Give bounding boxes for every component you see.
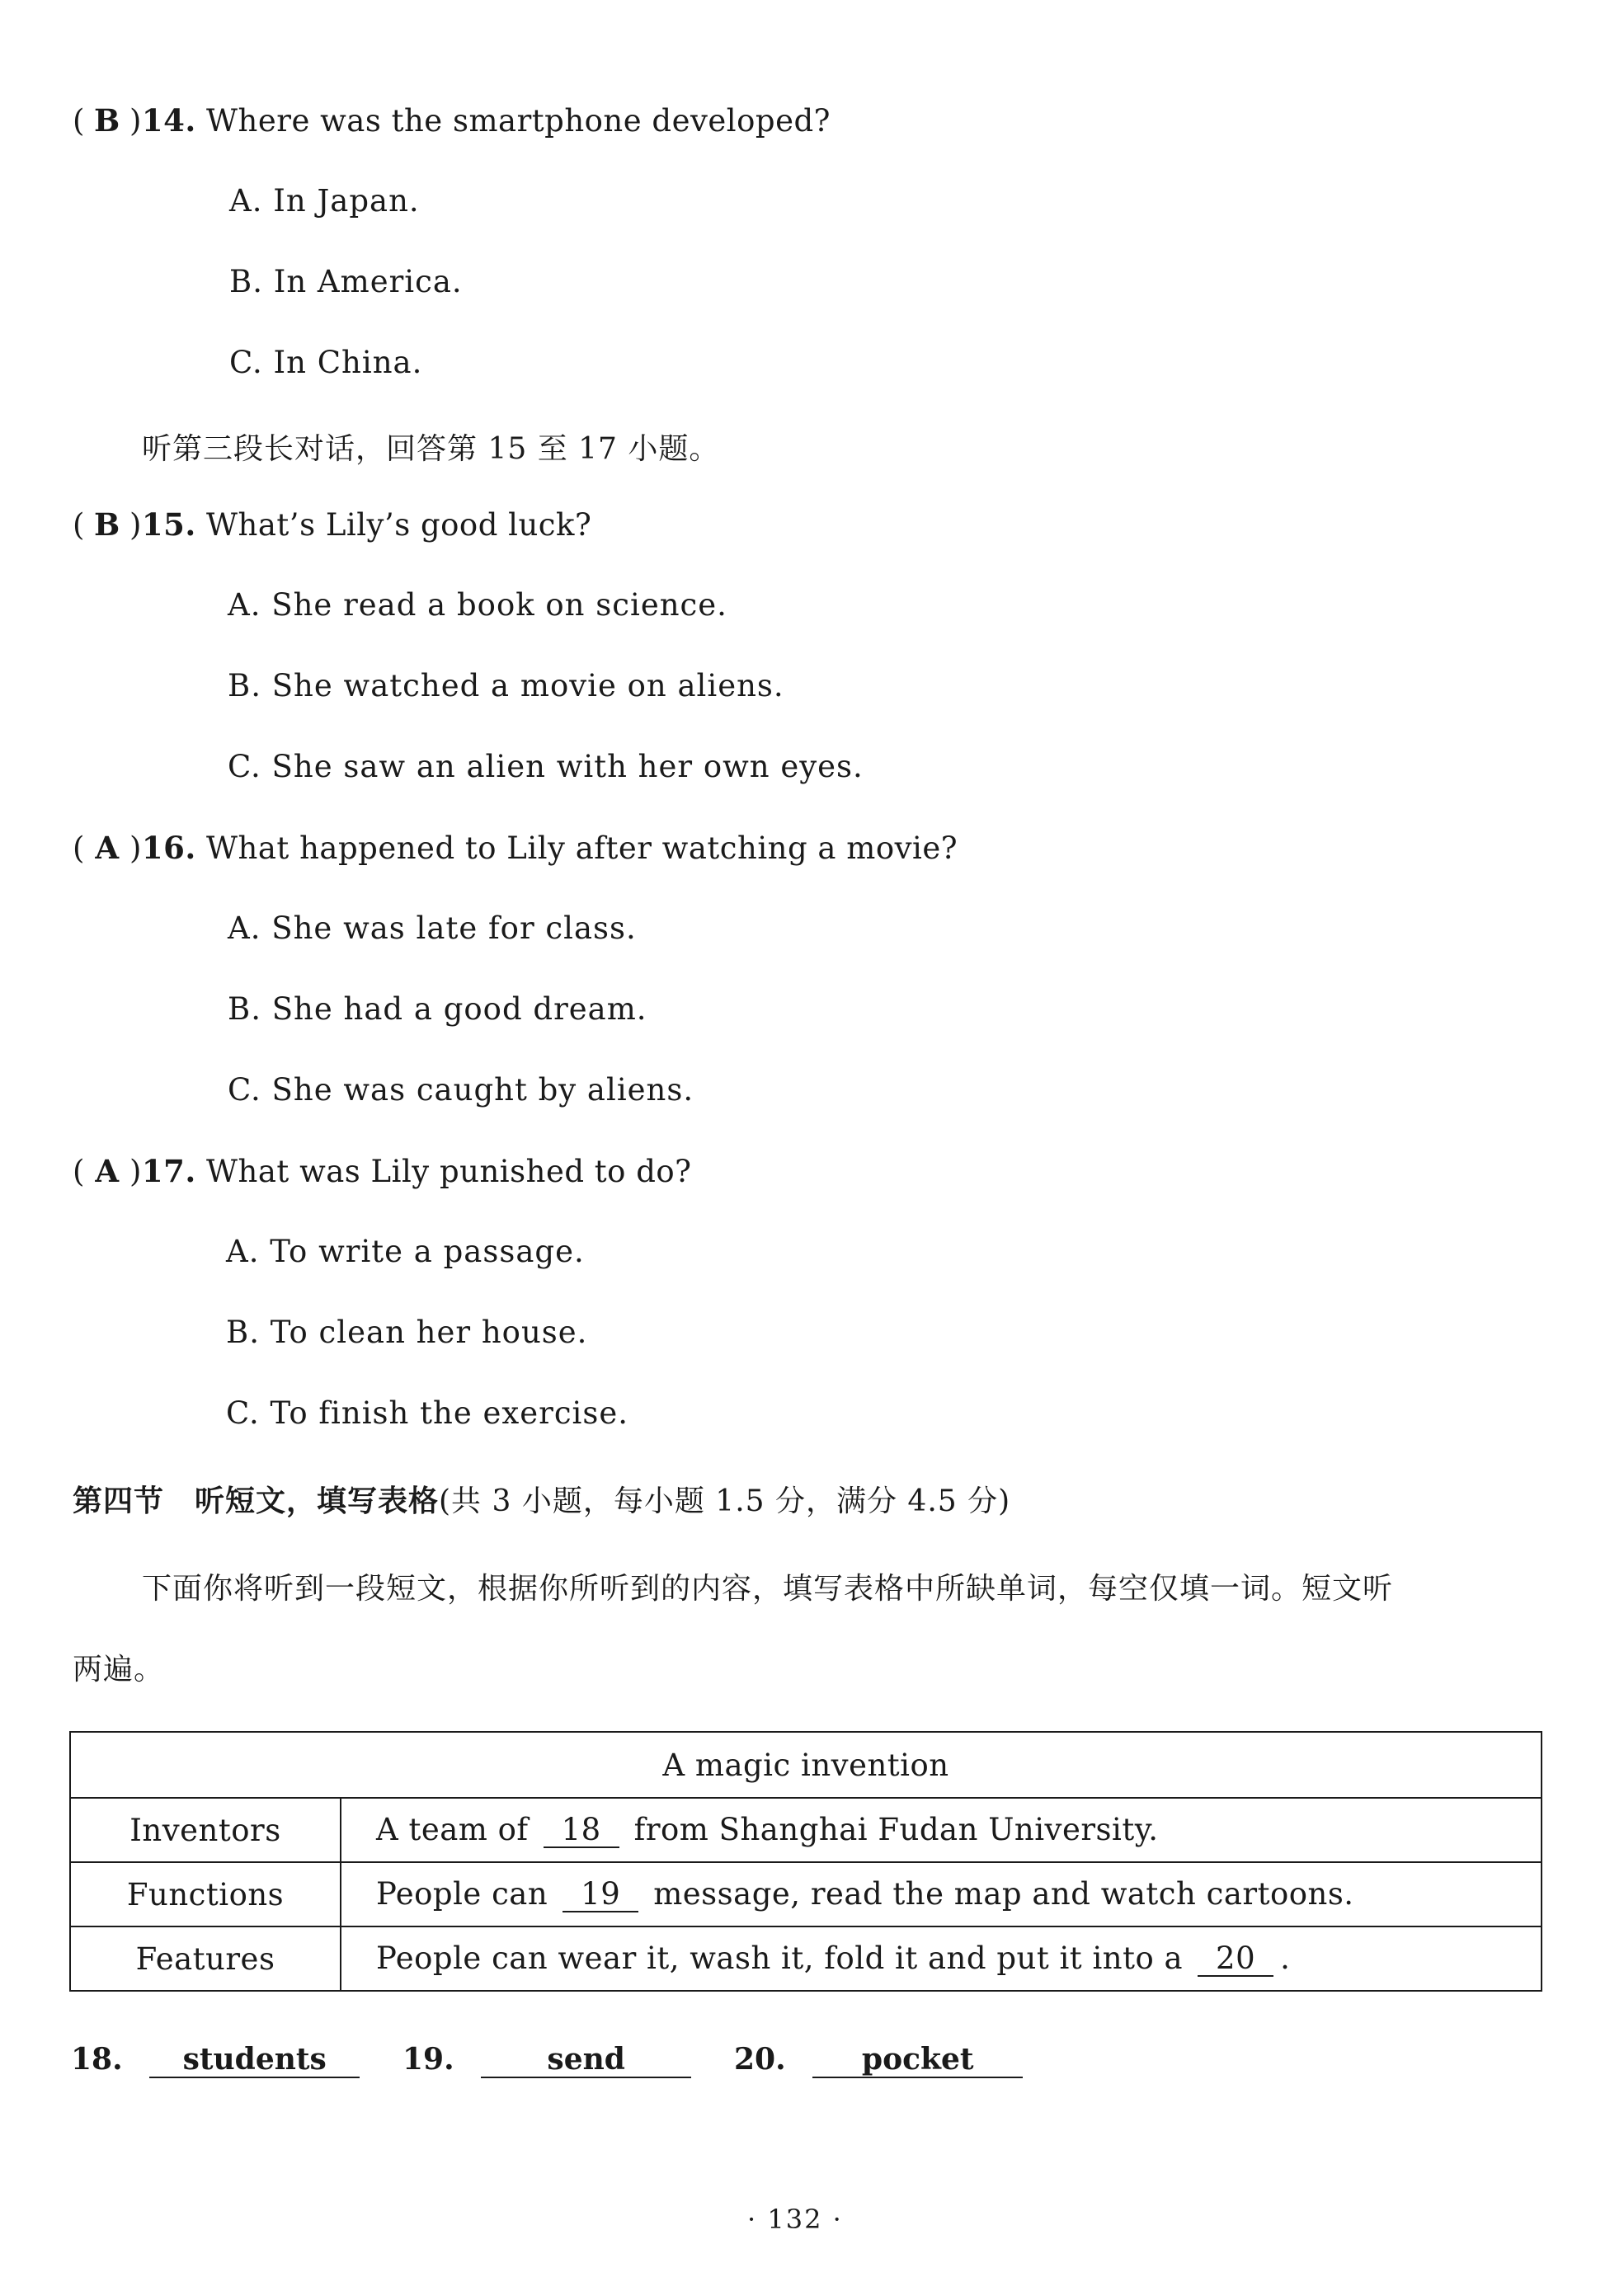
- option-b: B. To clean her house.: [226, 1315, 588, 1350]
- question-text: Where was the smartphone developed?: [206, 103, 831, 139]
- row-value: [341, 1798, 1542, 1862]
- question-text: What happened to Lily after watching a movie?: [206, 830, 958, 866]
- answer-value: send: [481, 2043, 691, 2078]
- answer-number: 18.: [71, 2042, 123, 2077]
- option-a: A. To write a passage.: [226, 1234, 585, 1269]
- option-a: A. She was late for class.: [228, 910, 637, 946]
- option-a: A. In Japan.: [229, 183, 420, 219]
- answer-paren-close: ): [129, 830, 142, 866]
- question-14: [73, 102, 831, 139]
- question-number: 14.: [141, 102, 196, 139]
- option-b: B. She had a good dream.: [228, 991, 647, 1027]
- answer-paren-open: (: [73, 830, 85, 866]
- question-text: What was Lily punished to do?: [206, 1154, 692, 1189]
- option-a: A. She read a book on science.: [228, 587, 727, 623]
- instruction-dialogue-3: 听第三段长对话，回答第 15 至 17 小题。: [142, 432, 720, 466]
- table-row: [70, 1862, 1542, 1926]
- section-4-instruction-line-1: 下面你将听到一段短文，根据你所听到的内容，填写表格中所缺单词，每空仅填一词。短文听: [142, 1572, 1394, 1606]
- section-4-scoring: (共 3 小题，每小题 1.5 分，满分 4.5 分): [439, 1484, 1011, 1518]
- answer-paren-open: (: [73, 507, 85, 543]
- question-16: [73, 830, 958, 866]
- option-b: B. In America.: [229, 264, 463, 299]
- answer-value: students: [149, 2043, 360, 2078]
- section-4-title: 第四节 听短文，填写表格: [73, 1484, 440, 1518]
- section-4-heading: [73, 1478, 1010, 1520]
- table-row: [70, 1798, 1542, 1862]
- row-text-before: A team of: [376, 1811, 529, 1847]
- blank-19: 19: [563, 1878, 638, 1913]
- blank-20: 20: [1198, 1942, 1273, 1978]
- answer-letter: B: [94, 102, 120, 139]
- answer-value: pocket: [812, 2043, 1023, 2078]
- row-text-before: People can wear it, wash it, fold it and put it into a: [376, 1940, 1184, 1976]
- answer-paren-close: ): [129, 507, 142, 543]
- row-text-after: from Shanghai Fudan University.: [633, 1811, 1159, 1847]
- table-row: [70, 1926, 1542, 1991]
- answer-number: 20.: [734, 2042, 786, 2077]
- row-text-before: People can: [376, 1875, 548, 1912]
- answer-number: 19.: [402, 2042, 454, 2077]
- question-number: 16.: [141, 830, 196, 866]
- invention-table: [69, 1731, 1542, 1992]
- option-c: C. She saw an alien with her own eyes.: [228, 749, 864, 784]
- answer-letter: A: [95, 830, 120, 866]
- answer-paren-close: ): [129, 103, 142, 139]
- answer-paren-close: ): [129, 1154, 142, 1189]
- section-4-instruction-line-2: 两遍。: [73, 1653, 165, 1686]
- page-number: · 132 ·: [747, 2204, 843, 2235]
- row-value: [341, 1926, 1542, 1991]
- blank-18: 18: [544, 1814, 619, 1849]
- answer-paren-open: (: [73, 103, 85, 139]
- option-b: B. She watched a movie on aliens.: [228, 668, 784, 703]
- answer-20: [734, 2042, 1023, 2078]
- question-text: What’s Lily’s good luck?: [206, 507, 592, 543]
- answer-paren-open: (: [73, 1154, 85, 1189]
- row-text-after: .: [1280, 1940, 1291, 1976]
- answer-letter: A: [95, 1153, 120, 1189]
- question-17: [73, 1153, 692, 1189]
- answer-letter: B: [94, 506, 120, 543]
- question-number: 17.: [141, 1153, 196, 1189]
- question-number: 15.: [141, 506, 196, 543]
- row-text-after: message, read the map and watch cartoons.: [653, 1875, 1354, 1912]
- option-c: C. To finish the exercise.: [226, 1395, 629, 1431]
- option-c: C. In China.: [229, 345, 423, 380]
- row-value: [341, 1862, 1542, 1926]
- option-c: C. She was caught by aliens.: [228, 1072, 694, 1108]
- answer-18: [71, 2042, 360, 2078]
- question-15: [73, 506, 591, 543]
- row-label: Features: [70, 1926, 341, 1991]
- row-label: Functions: [70, 1862, 341, 1926]
- answer-19: [402, 2042, 691, 2078]
- row-label: Inventors: [70, 1798, 341, 1862]
- table-title: A magic invention: [70, 1732, 1542, 1798]
